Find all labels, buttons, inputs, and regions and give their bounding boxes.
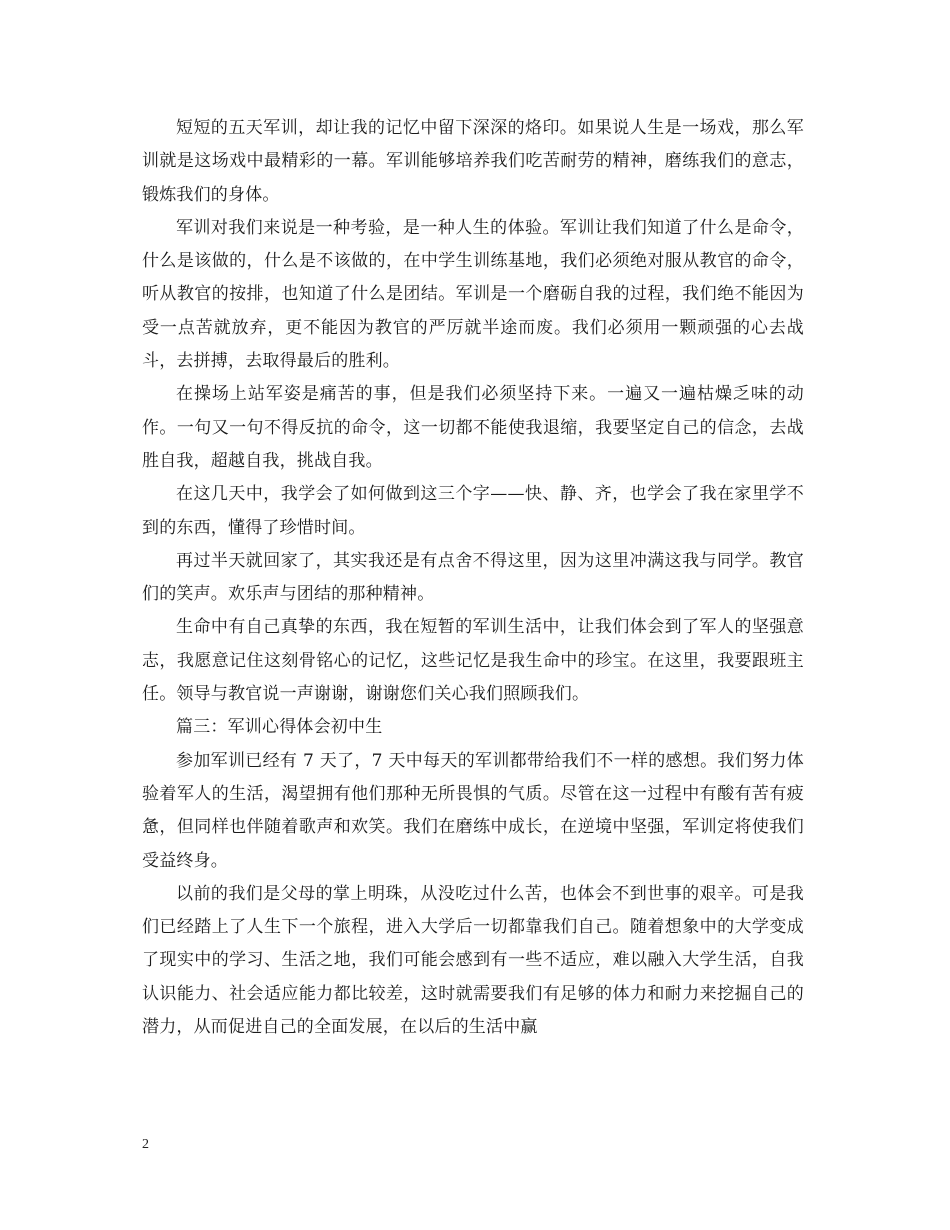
section-heading: 篇三：军训心得体会初中生 xyxy=(176,717,383,738)
paragraph-6: 生命中有自己真挚的东西，我在短暂的军训生活中，让我们体会到了军人的坚强意志，我愿意记住这刻骨铭心的记忆，这些记忆是我生命中的珍宝。在这里，我要跟班主任。领导与教官说一声谢谢，谢谢您们关心我们照顾我们。 xyxy=(142,617,804,705)
paragraph-1: 短短的五天军训，却让我的记忆中留下深深的烙印。如果说人生是一场戏，那么军训就是这场戏中最精彩的一幕。军训能够培养我们吃苦耐劳的精神，磨练我们的意志，锻炼我们的身体。 xyxy=(142,118,804,205)
paragraph-2: 军训对我们来说是一种考验，是一种人生的体验。军训让我们知道了什么是命令，什么是该做的，什么是不该做的，在中学生训练基地，我们必须绝对服从教官的命令，听从教官的按排，也知道了什么是团结。军训是一个磨砺自我的过程，我们绝不能因为受一点苦就放弃，更不能因为教官的严厉就半途而废。我们必须用一颗顽强的心去战斗，去拼搏，去取得最后的胜利。 xyxy=(142,217,804,372)
paragraph-8: 以前的我们是父母的掌上明珠，从没吃过什么苦，也体会不到世事的艰辛。可是我们已经踏上了人生下一个旅程，进入大学后一切都靠我们自己。随着想象中的大学变成了现实中的学习、生活之地，我们可能会感到有一些不适应，难以融入大学生活，自我认识能力、社会适应能力都比较差，这时就需要我们有足够的体力和耐力来挖掘自己的潜力，从而促进自己的全面发展，在以后的生活中赢 xyxy=(142,883,804,1038)
paragraph-5: 再过半天就回家了，其实我还是有点舍不得这里，因为这里冲满这我与同学。教官们的笑声。欢乐声与团结的那种精神。 xyxy=(142,550,804,605)
paragraph-7: 参加军训已经有 7 天了，7 天中每天的军训都带给我们不一样的感想。我们努力体验着军人的生活，渴望拥有他们那种无所畏惧的气质。尽管在这一过程中有酸有苦有疲惫，但同样也伴随着歌声和欢笑。我们在磨练中成长，在逆境中坚强，军训定将使我们受益终身。 xyxy=(142,750,804,871)
page-number: 2 xyxy=(142,1137,149,1152)
paragraph-3: 在操场上站军姿是痛苦的事，但是我们必须坚持下来。一遍又一遍枯燥乏味的动作。一句又一句不得反抗的命令，这一切都不能使我退缩，我要坚定自己的信念，去战胜自我，超越自我，挑战自我。 xyxy=(142,384,804,471)
paragraph-4: 在这几天中，我学会了如何做到这三个字——快、静、齐，也学会了我在家里学不到的东西，懂得了珍惜时间。 xyxy=(142,484,804,538)
document-body xyxy=(142,112,804,1044)
